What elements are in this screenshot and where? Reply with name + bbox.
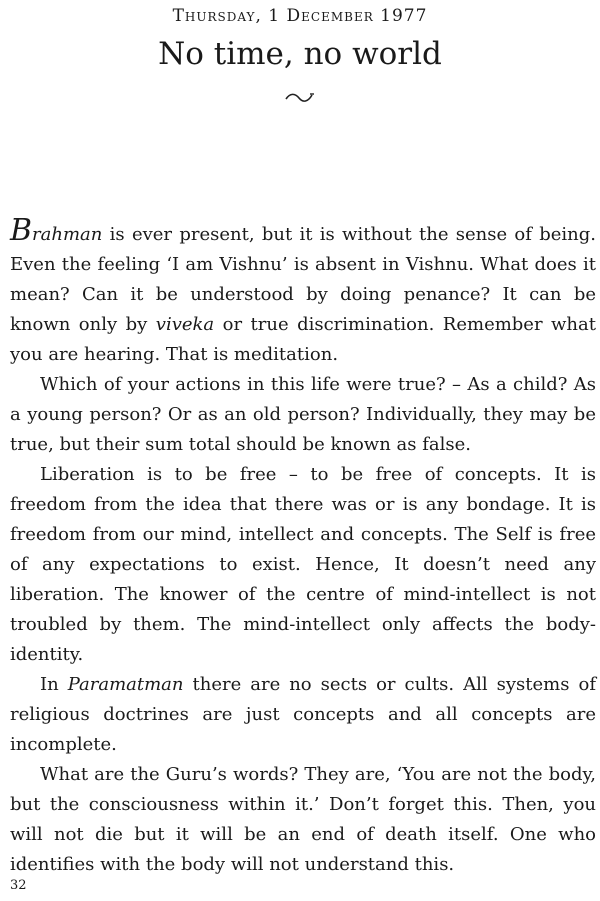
paragraph-1: [10, 213, 596, 370]
page-number: 32: [10, 878, 27, 893]
paragraph-1-text-b: or true discrimination. Remember what you are hearing. That is meditation.: [10, 314, 596, 365]
page-title: No time, no world: [158, 36, 442, 72]
term-viveka: viveka: [155, 314, 215, 335]
term-paramatman: Paramatman: [67, 674, 184, 695]
swirl-ornament-icon: [284, 90, 316, 104]
paragraph-4-text-b: there are no sects or cults. All systems of religious doctrines are just concepts and all concepts are incomplete.: [10, 674, 596, 755]
paragraph-4-text-a: In: [40, 674, 68, 695]
paragraph-4: [10, 670, 596, 760]
entry-date: Thursday, 1 December 1977: [172, 6, 428, 26]
paragraph-2: Which of your actions in this life were true? – As a child? As a young person? Or as an old person? Individually, they may be true, but their sum total should be known as false.: [10, 374, 596, 455]
paragraph-3: Liberation is to be free – to be free of concepts. It is freedom from the idea that there was or is any bondage. It is freedom from our mind, intellect and concepts. The Self is free of any expectations to exist. Hence, It doesn’t need any liberation. The knower of the centre of mind-intellect is not troubled by them. The mind-intellect only affects the body-identity.: [10, 464, 596, 665]
paragraph-5: What are the Guru’s words? They are, ‘You are not the body, but the consciousness within it.’ Don’t forget this. Then, you will not die but it will be an end of death itself. One who identifies with the body will not understand this.: [10, 764, 596, 875]
drop-cap: B: [10, 213, 33, 248]
body-text: [10, 213, 596, 880]
term-brahman: rahman: [32, 224, 103, 245]
paragraph-1-text-a: is ever present, but it is without the sense of being. Even the feeling ‘I am Vishnu’ is absent in Vishnu. What does it mean? Can it be understood by doing penance? It can be known only by: [10, 224, 596, 335]
